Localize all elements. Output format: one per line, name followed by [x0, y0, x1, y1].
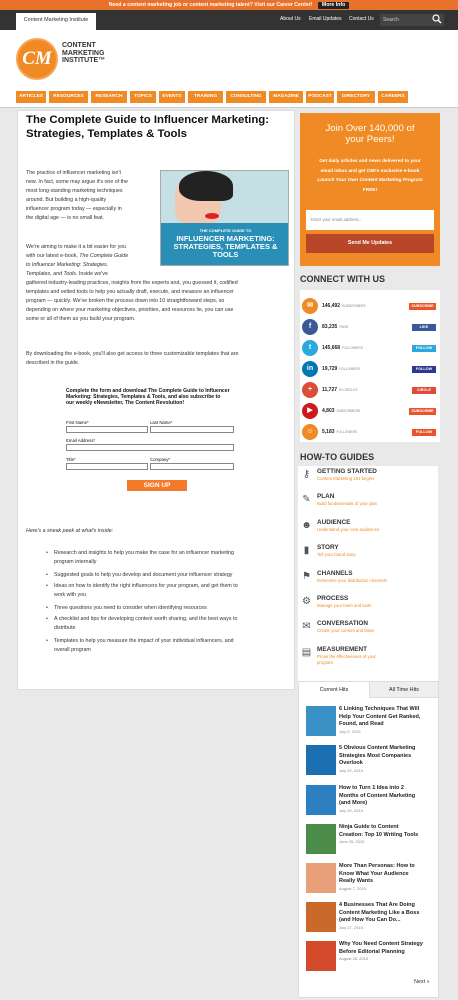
article-date: July 27, 2015: [339, 924, 363, 930]
follower-label: FOLLOWERS: [342, 346, 363, 350]
text-line: Manage your team and tools: [317, 603, 372, 608]
form-heading: [66, 388, 246, 406]
text-line: We're aiming to make it a bit easier for you: [26, 244, 127, 250]
follower-count: 5,183 FOLLOWERS: [322, 429, 358, 435]
signup-email-input[interactable]: Enter your email address...: [306, 210, 434, 230]
next-link[interactable]: Next »: [414, 979, 430, 985]
text-line: FREE!: [362, 187, 378, 193]
slideshare-icon[interactable]: ☺: [302, 424, 318, 440]
company-label: Company*: [150, 457, 171, 462]
chat-icon: ✉: [302, 621, 311, 633]
article-title-link[interactable]: [339, 745, 433, 768]
chart-icon: ▤: [301, 646, 312, 658]
text-line: Really Wants: [339, 878, 374, 885]
text-line: Understand your core audiences: [317, 526, 380, 532]
text-line: email inbox and get CMI's exclusive e-book: [320, 168, 420, 174]
howto-title[interactable]: GETTING STARTED: [317, 468, 377, 475]
company-field[interactable]: [150, 463, 234, 470]
logo-line: MARKETING: [62, 49, 105, 57]
facebook-icon[interactable]: f: [302, 319, 318, 335]
tab-current-hits[interactable]: Current Hits: [299, 682, 369, 698]
article-thumbnail[interactable]: [306, 902, 336, 932]
text-line: • Ideas on how to identify the right influencers for your program, and get them to: [54, 583, 238, 589]
text-line: • Suggested goals to help you develop and document your influencer strategy: [54, 572, 233, 578]
ebook-paragraph-cont: [26, 279, 288, 324]
text-line: Content Marketing Like a Boss: [339, 909, 420, 916]
more-info-button[interactable]: More Info: [318, 2, 349, 9]
text-line: More Than Personas: How to: [339, 863, 415, 869]
article-date: July 9, 2015: [339, 728, 361, 734]
social-subscribe-button[interactable]: SUBSCRIBE: [409, 408, 436, 415]
follower-count: 11,727 IN CIRCLES: [322, 387, 358, 393]
text-line: described in the guide.: [26, 360, 80, 366]
article-date: July 22, 2015: [339, 767, 363, 773]
text-line: Months of Content Marketing: [339, 792, 416, 799]
social-like-button[interactable]: LIKE: [412, 324, 436, 331]
article-thumbnail[interactable]: [306, 785, 336, 815]
menu-magazine[interactable]: MAGAZINE: [269, 91, 303, 103]
googleplus-icon[interactable]: +: [302, 382, 318, 398]
first-name-field[interactable]: [66, 426, 148, 433]
text-line: • Research and insights to help you make the case for an influencer marketing: [54, 550, 234, 556]
text-line: • Templates to help you measure the impact of your individual influencers, and: [54, 638, 234, 644]
search-input[interactable]: Search: [380, 14, 444, 26]
text-line: (and How You Can Do...: [339, 917, 401, 924]
text-line: Before Editorial Planning: [339, 948, 405, 955]
list-item: [54, 615, 279, 633]
text-line: templates and vetted tools to help you actually draft, execute, and measure an influencer: [26, 289, 234, 295]
twitter-icon[interactable]: t: [302, 340, 318, 356]
howto-subtitle[interactable]: [317, 654, 437, 667]
ebook-cover-image[interactable]: [160, 170, 289, 266]
promo-bar: [0, 0, 458, 10]
intro-paragraph: [26, 169, 158, 223]
list-item: [54, 571, 279, 580]
ebook-link[interactable]: to Influencer Marketing: Strategies,: [26, 262, 109, 268]
ebook-title: INFLUENCER MARKETING: STRATEGIES, TEMPLATES & TOOLS: [173, 234, 278, 259]
howto-subtitle[interactable]: [317, 527, 437, 534]
people-icon: ☻: [301, 519, 312, 531]
text-line: Strategies Most Companies: [339, 752, 412, 759]
search-icon[interactable]: [432, 14, 442, 24]
last-name-field[interactable]: [150, 426, 234, 433]
howto-subtitle[interactable]: [317, 578, 437, 585]
text-line: our weekly eNewsletter, The Content Revolution!: [66, 400, 185, 406]
templates-paragraph: [26, 350, 288, 368]
howto-subtitle[interactable]: [317, 476, 437, 483]
text-line: program internally: [54, 559, 97, 565]
text-line: By downloading the e-book, you'll also get access to three customizable templates that are: [26, 351, 239, 357]
ebook-paragraph: [26, 243, 160, 279]
text-line: Marketing: Strategies, Templates & Tools, and also subscribe to: [66, 394, 221, 400]
menu-research[interactable]: RESEARCH: [91, 91, 127, 103]
book-icon: ▮: [303, 545, 310, 557]
follower-label: SUBSCRIBERS: [336, 409, 361, 413]
howto-title[interactable]: PLAN: [317, 493, 335, 501]
promo-text[interactable]: Need a content marketing job or content marketing talent? Visit our Career Center!: [108, 2, 313, 8]
text-line: Why You Need Content Strategy: [339, 941, 423, 947]
text-line: Get daily articles and news delivered to your: [319, 159, 421, 164]
text-line: Ninja Guide to Content: [339, 824, 399, 830]
list-item: [54, 637, 279, 655]
tab-all-time-hits[interactable]: All Time Hits: [369, 682, 438, 698]
ebook-link[interactable]: Templates, and Tools.: [26, 271, 78, 277]
article-title-link[interactable]: [339, 941, 433, 956]
logo-line: INSTITUTE™: [62, 57, 106, 64]
text-line: 5 Obvious Content Marketing: [339, 745, 416, 751]
article-thumbnail[interactable]: [306, 824, 336, 854]
howto-title[interactable]: AUDIENCE: [317, 518, 351, 526]
text-line: most long-standing marketing techniques: [26, 188, 123, 194]
text-line: (and More): [339, 800, 368, 807]
gears-icon: ⚙: [302, 596, 311, 607]
article-title-link[interactable]: [339, 902, 433, 925]
sneak-peek-text: [26, 527, 276, 536]
social-subscribe-button[interactable]: SUBSCRIBE: [409, 303, 436, 310]
text-line: gathered industry-leading practices, insights from the experts and, you guessed it, codified: [26, 280, 238, 286]
follower-count: 19,729 FOLLOWERS: [322, 366, 360, 372]
text-line: Launch Your Own Content Marketing Program: [317, 178, 423, 183]
cmi-logo-text[interactable]: [62, 42, 122, 65]
article-thumbnail[interactable]: [306, 863, 336, 893]
follower-count: 146,492 SUBSCRIBERS: [322, 303, 366, 309]
menu-training[interactable]: TRAINING: [188, 91, 223, 103]
text-line: the digital age — is no small feat.: [26, 215, 105, 221]
list-item: [54, 549, 279, 567]
article-date: August 7, 2015: [339, 885, 366, 891]
text-line: your Peers!: [345, 134, 395, 145]
menu-articles[interactable]: ARTICLES: [16, 91, 46, 103]
text-line: Help Your Content Get Ranked,: [339, 713, 421, 720]
text-line: Build fundamentals of your plan: [317, 501, 378, 507]
text-line: Tell your brand story: [317, 552, 356, 558]
article-date: July 20, 2015: [339, 807, 363, 813]
social-follow-button[interactable]: FOLLOW: [412, 366, 436, 373]
howto-title[interactable]: PROCESS: [317, 595, 349, 602]
social-circle-button[interactable]: CIRCLE: [412, 387, 436, 394]
cmi-logo-mark[interactable]: CM: [16, 38, 58, 80]
menu-podcast[interactable]: PODCAST: [306, 91, 334, 103]
follower-label: FOLLOWERS: [336, 430, 358, 434]
email-label: Email Address*: [66, 438, 96, 443]
social-follow-button[interactable]: FOLLOW: [412, 429, 436, 436]
menu-directory[interactable]: DIRECTORY: [337, 91, 375, 103]
follower-label: FANS: [339, 325, 348, 329]
email-field[interactable]: [66, 444, 234, 451]
connect-heading: CONNECT WITH US: [300, 274, 385, 284]
text-line: The practice of influencer marketing isn't: [26, 170, 121, 176]
follower-label: IN CIRCLES: [339, 388, 358, 392]
first-name-label: First Name*: [66, 420, 89, 425]
text-line: 4 Businesses That Are Doing: [339, 902, 415, 908]
howto-subtitle[interactable]: [317, 552, 437, 559]
follower-count: 4,803 SUBSCRIBERS: [322, 408, 361, 414]
text-line: Prove the effectiveness of your: [317, 653, 376, 659]
list-item: [54, 604, 279, 613]
signup-description: [308, 157, 432, 195]
illustration-face: [175, 175, 221, 225]
text-line: How to Turn 1 Idea into 2: [339, 785, 404, 791]
text-line: overall program: [54, 647, 91, 653]
list-item: [54, 582, 279, 600]
menu-events[interactable]: EVENTS: [159, 91, 185, 103]
about-us-link[interactable]: About Us: [280, 16, 301, 22]
ebook-link[interactable]: The Complete Guide: [79, 253, 129, 259]
howto-title[interactable]: MEASUREMENT: [317, 645, 368, 653]
last-name-label: Last Name*: [150, 420, 173, 425]
follower-count: 83,235 FANS: [322, 324, 348, 330]
howto-title[interactable]: CONVERSATION: [317, 620, 369, 628]
logo-line: CONTENT: [62, 42, 96, 49]
top-navigation: [0, 10, 458, 30]
howto-subtitle[interactable]: [317, 628, 437, 635]
linkedin-icon[interactable]: in: [302, 361, 318, 377]
menu-resources[interactable]: RESOURCES: [49, 91, 88, 103]
text-line: Here's a sneak peek at what's inside:: [26, 528, 114, 534]
page-title: The Complete Guide to Influencer Marketing: Strategies, Templates & Tools: [26, 114, 270, 140]
text-line: Determine your distribution channels: [317, 577, 387, 583]
article-date: June 26, 2015: [339, 839, 365, 845]
menu-careers[interactable]: CAREERS: [378, 91, 408, 103]
article-title-link[interactable]: [339, 706, 433, 729]
follower-label: SUBSCRIBERS: [342, 304, 366, 308]
follower-count: 145,668 FOLLOWERS: [322, 345, 363, 351]
text-line: depending on where your marketing objectives, priorities, and resources lie, you can use: [26, 307, 234, 313]
text-line: Inside we've: [77, 271, 108, 277]
follower-label: FOLLOWERS: [339, 367, 360, 371]
sign-up-button[interactable]: SIGN UP: [127, 480, 187, 491]
text-line: around. But building a high-quality: [26, 197, 107, 203]
text-line: 6 Linking Techniques That Will: [339, 706, 420, 712]
text-line: Creation: Top 10 Writing Tools: [339, 831, 419, 838]
text-line: influencer program today — especially in: [26, 206, 122, 212]
howto-heading: HOW-TO GUIDES: [300, 452, 375, 462]
menu-topics[interactable]: TOPICS: [130, 91, 156, 103]
site-tab[interactable]: Content Marketing Institute: [16, 13, 96, 30]
text-line: • Three questions you need to consider when identifying resources: [54, 605, 207, 611]
ebook-subtitle: THE COMPLETE GUIDE TO: [199, 228, 252, 233]
youtube-icon[interactable]: ▶: [302, 403, 318, 419]
text-line: program: [317, 660, 334, 666]
social-follow-button[interactable]: FOLLOW: [412, 345, 436, 352]
article-thumbnail[interactable]: [306, 941, 336, 971]
text-line: Know What Your Audience: [339, 870, 409, 877]
envelope-icon[interactable]: ✉: [302, 298, 318, 314]
article-title-link[interactable]: [339, 824, 433, 839]
menu-consulting[interactable]: CONSULTING: [226, 91, 266, 103]
text-line: • A checklist and tips for developing content worth sharing, and the best ways to: [54, 616, 238, 622]
signup-heading: [300, 123, 440, 145]
article-thumbnail[interactable]: [306, 706, 336, 736]
text-line: new. In fact, some may argue it's one of the: [26, 179, 129, 185]
contact-us-link[interactable]: Contact Us: [349, 16, 374, 22]
howto-subtitle[interactable]: [317, 501, 437, 508]
title-field[interactable]: [66, 463, 148, 470]
text-line: some or all of them as you build your program.: [26, 316, 136, 322]
pencil-icon: ✎: [302, 494, 311, 506]
title-label: Title*: [66, 457, 76, 462]
newsletter-signup: [300, 113, 440, 266]
article-title-link[interactable]: [339, 863, 433, 886]
text-line: Join Over 140,000 of: [325, 123, 415, 134]
text-line: work with you: [54, 592, 87, 598]
text-line: Found, and Read: [339, 721, 384, 728]
text-line: Create your content and listen: [317, 628, 375, 634]
text-line: program — quickly. We've broken the process down into 10 straightforward steps, so: [26, 298, 225, 304]
branch-icon: ⚑: [302, 570, 311, 582]
article-title-link[interactable]: [339, 785, 433, 808]
text-line: distribute: [54, 625, 76, 631]
text-line: Overlook: [339, 760, 363, 767]
text-line: Complete the form and download The Complete Guide to Influencer: [66, 388, 230, 394]
article-date: August 28, 2015: [339, 956, 369, 962]
howto-subtitle[interactable]: [317, 603, 437, 610]
text-line: with our latest e-book,: [26, 253, 80, 259]
article-thumbnail[interactable]: [306, 745, 336, 775]
howto-title[interactable]: CHANNELS: [317, 569, 353, 577]
email-updates-link[interactable]: Email Updates: [309, 16, 342, 22]
send-me-updates-button[interactable]: Send Me Updates: [306, 234, 434, 253]
text-line: Content Marketing 101 begins: [317, 476, 375, 481]
howto-title[interactable]: STORY: [317, 544, 339, 552]
key-icon: ⚷: [302, 469, 311, 480]
